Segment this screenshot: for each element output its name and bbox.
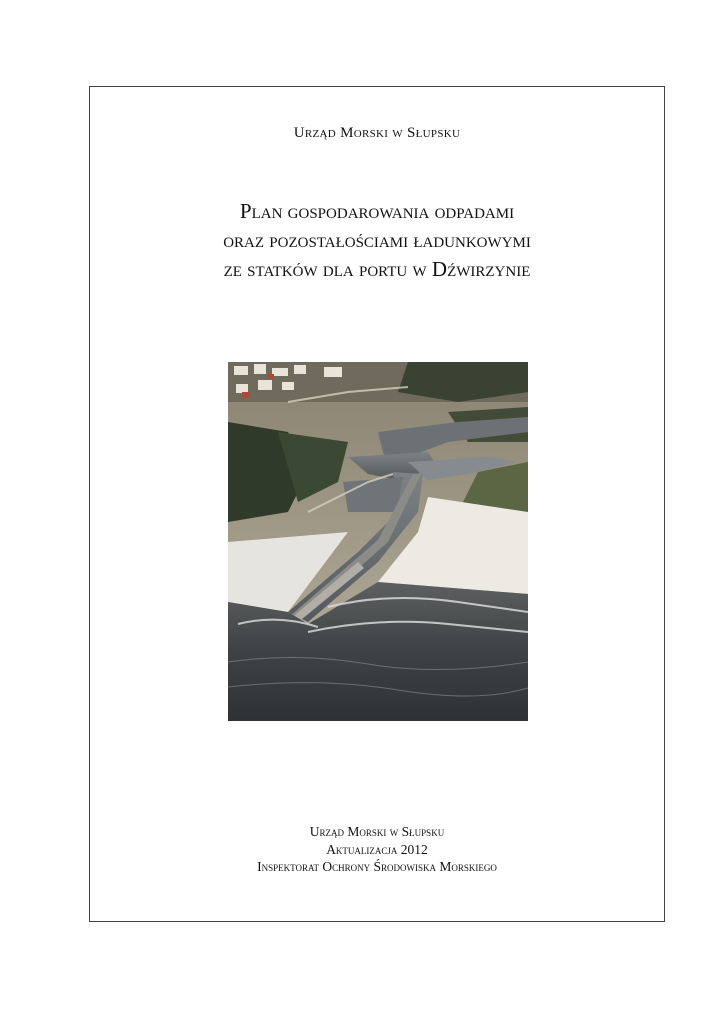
title-line-2: oraz pozostałościami ładunkowymi	[223, 228, 531, 252]
footer-issuer: Urząd Morski w Słupsku	[309, 824, 445, 839]
footer-block	[90, 823, 664, 876]
cover-frame	[89, 86, 665, 922]
document-title	[90, 197, 664, 284]
title-line-3: ze statków dla portu w Dźwirzynie	[223, 257, 531, 281]
harbour-aerial-image	[228, 362, 528, 721]
cover-photo	[228, 362, 528, 721]
footer-inspectorate: Inspektorat Ochrony Środowiska Morskiego	[257, 859, 497, 874]
footer-update: Aktualizacja 2012	[326, 841, 428, 857]
title-line-1: Plan gospodarowania odpadami	[239, 199, 515, 223]
issuer-heading: Urząd Morski w Słupsku	[293, 125, 461, 141]
